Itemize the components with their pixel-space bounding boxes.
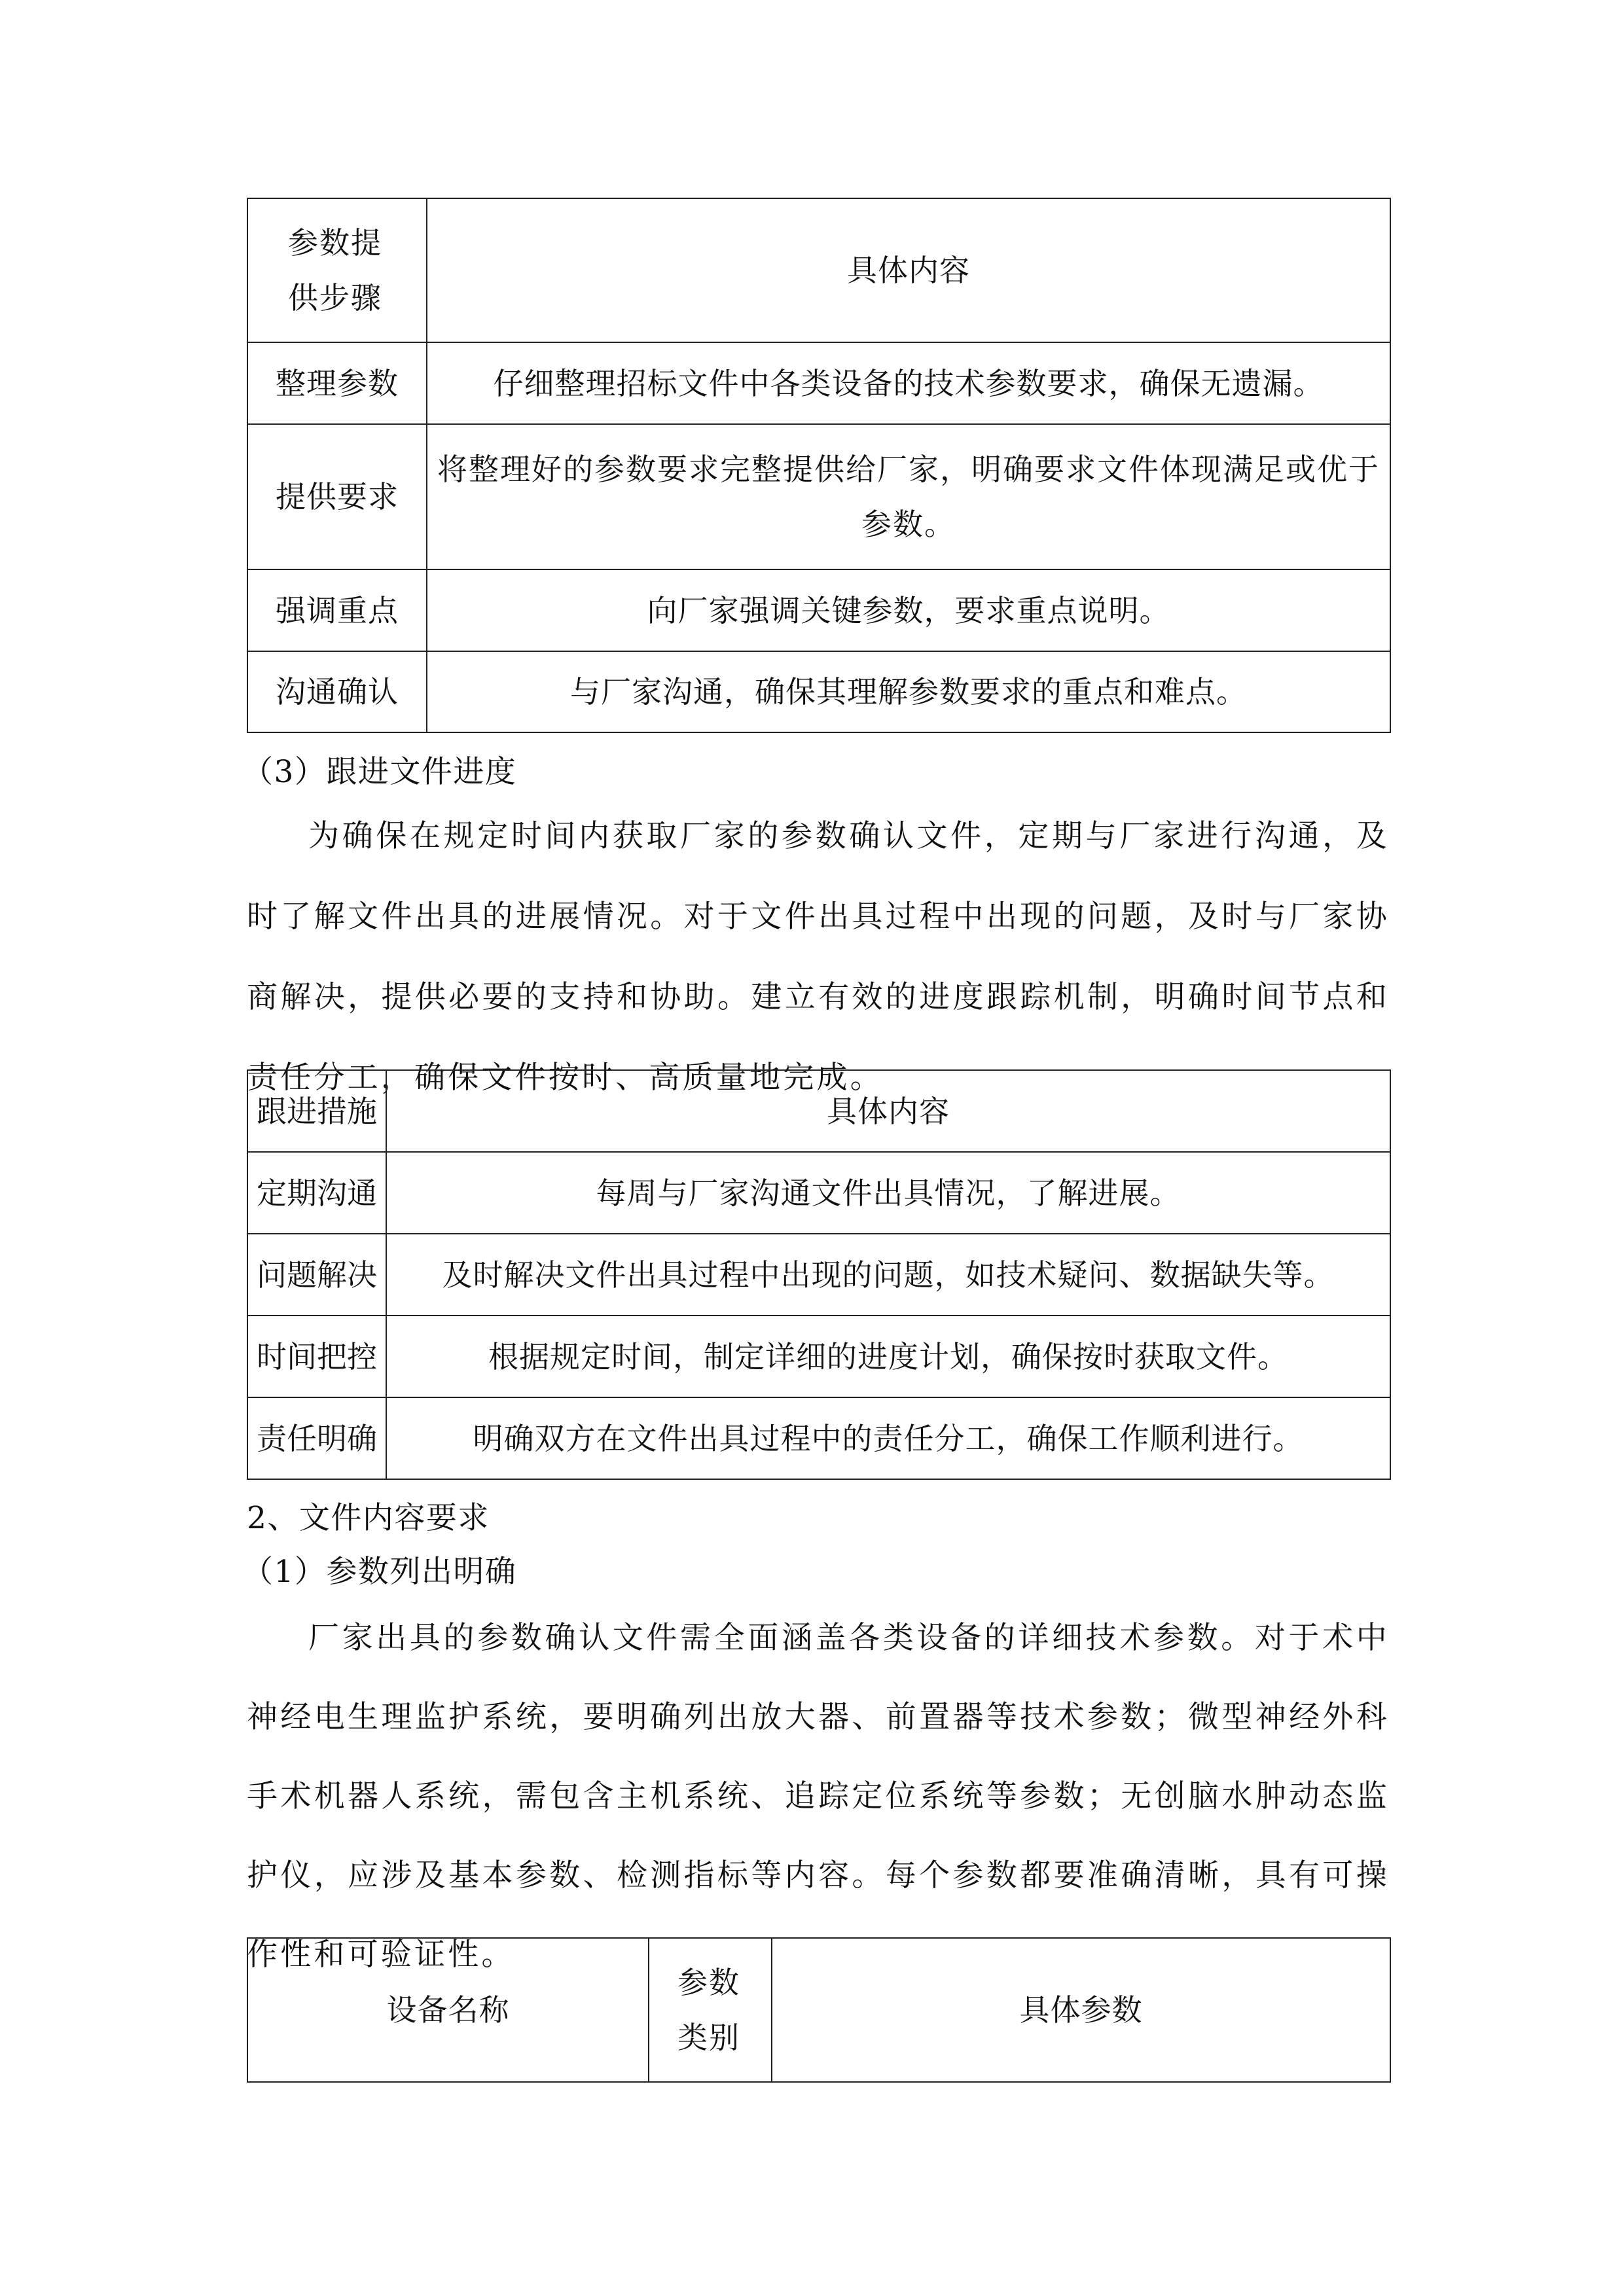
table-cell: 根据规定时间，制定详细的进度计划，确保按时获取文件。	[386, 1316, 1390, 1397]
table-header-cell: 设备名称	[247, 1938, 649, 2082]
table-cell: 强调重点	[247, 569, 427, 651]
table-cell: 提供要求	[247, 424, 427, 569]
paragraph: 厂家出具的参数确认文件需全面涵盖各类设备的详细技术参数。对于术中神经电生理监护系统，要明确列出放大器、前置器等技术参数；微型神经外科手术机器人系统，需包含主机系统、追踪定位系统等参数；无创脑水肿动态监护仪，应涉及基本参数、检测指标等内容。每个参数都要准确清晰，具有可操作性和可验证性。	[247, 1620, 1390, 1973]
table-row	[247, 1316, 1390, 1397]
table-header-cell: 具体内容	[386, 1070, 1390, 1152]
table-cell: 问题解决	[247, 1234, 386, 1316]
equipment-parameters-table	[247, 1937, 1391, 2083]
table-header-cell: 参数类别	[649, 1938, 772, 2082]
table-cell: 向厂家强调关键参数，要求重点说明。	[427, 569, 1390, 651]
table-cell: 沟通确认	[247, 651, 427, 732]
table-cell: 定期沟通	[247, 1152, 386, 1234]
table-header-row	[247, 1938, 1390, 2082]
table-cell: 责任明确	[247, 1397, 386, 1479]
table-header-row	[247, 1070, 1390, 1152]
parameter-steps-table	[247, 198, 1391, 733]
table-row	[247, 342, 1390, 424]
table-header-cell: 具体内容	[427, 198, 1390, 342]
table-row	[247, 1397, 1390, 1479]
table-header-cell: 参数提供步骤	[247, 198, 427, 342]
section-heading: 2、文件内容要求	[247, 1500, 490, 1536]
table-header-cell: 跟进措施	[247, 1070, 386, 1152]
table-cell: 整理参数	[247, 342, 427, 424]
table-cell: 与厂家沟通，确保其理解参数要求的重点和难点。	[427, 651, 1390, 732]
table-cell: 及时解决文件出具过程中出现的问题，如技术疑问、数据缺失等。	[386, 1234, 1390, 1316]
table-cell: 明确双方在文件出具过程中的责任分工，确保工作顺利进行。	[386, 1397, 1390, 1479]
table-row	[247, 424, 1390, 569]
table-cell: 仔细整理招标文件中各类设备的技术参数要求，确保无遗漏。	[427, 342, 1390, 424]
table-row	[247, 1152, 1390, 1234]
table-row	[247, 569, 1390, 651]
table-cell: 将整理好的参数要求完整提供给厂家，明确要求文件体现满足或优于参数。	[427, 424, 1390, 569]
table-header-cell: 具体参数	[772, 1938, 1390, 2082]
follow-up-measures-table	[247, 1069, 1391, 1480]
table-row	[247, 651, 1390, 732]
table-cell: 时间把控	[247, 1316, 386, 1397]
subsection-heading: （1）参数列出明确	[242, 1554, 517, 1590]
table-cell: 每周与厂家沟通文件出具情况，了解进展。	[386, 1152, 1390, 1234]
section-heading: （3）跟进文件进度	[242, 754, 517, 790]
paragraph: 为确保在规定时间内获取厂家的参数确认文件，定期与厂家进行沟通，及时了解文件出具的进展情况。对于文件出具过程中出现的问题，及时与厂家协商解决，提供必要的支持和协助。建立有效的进度跟踪机制，明确时间节点和责任分工，确保文件按时、高质量地完成。	[247, 818, 1390, 1096]
table-header-row	[247, 198, 1390, 342]
table-row	[247, 1234, 1390, 1316]
